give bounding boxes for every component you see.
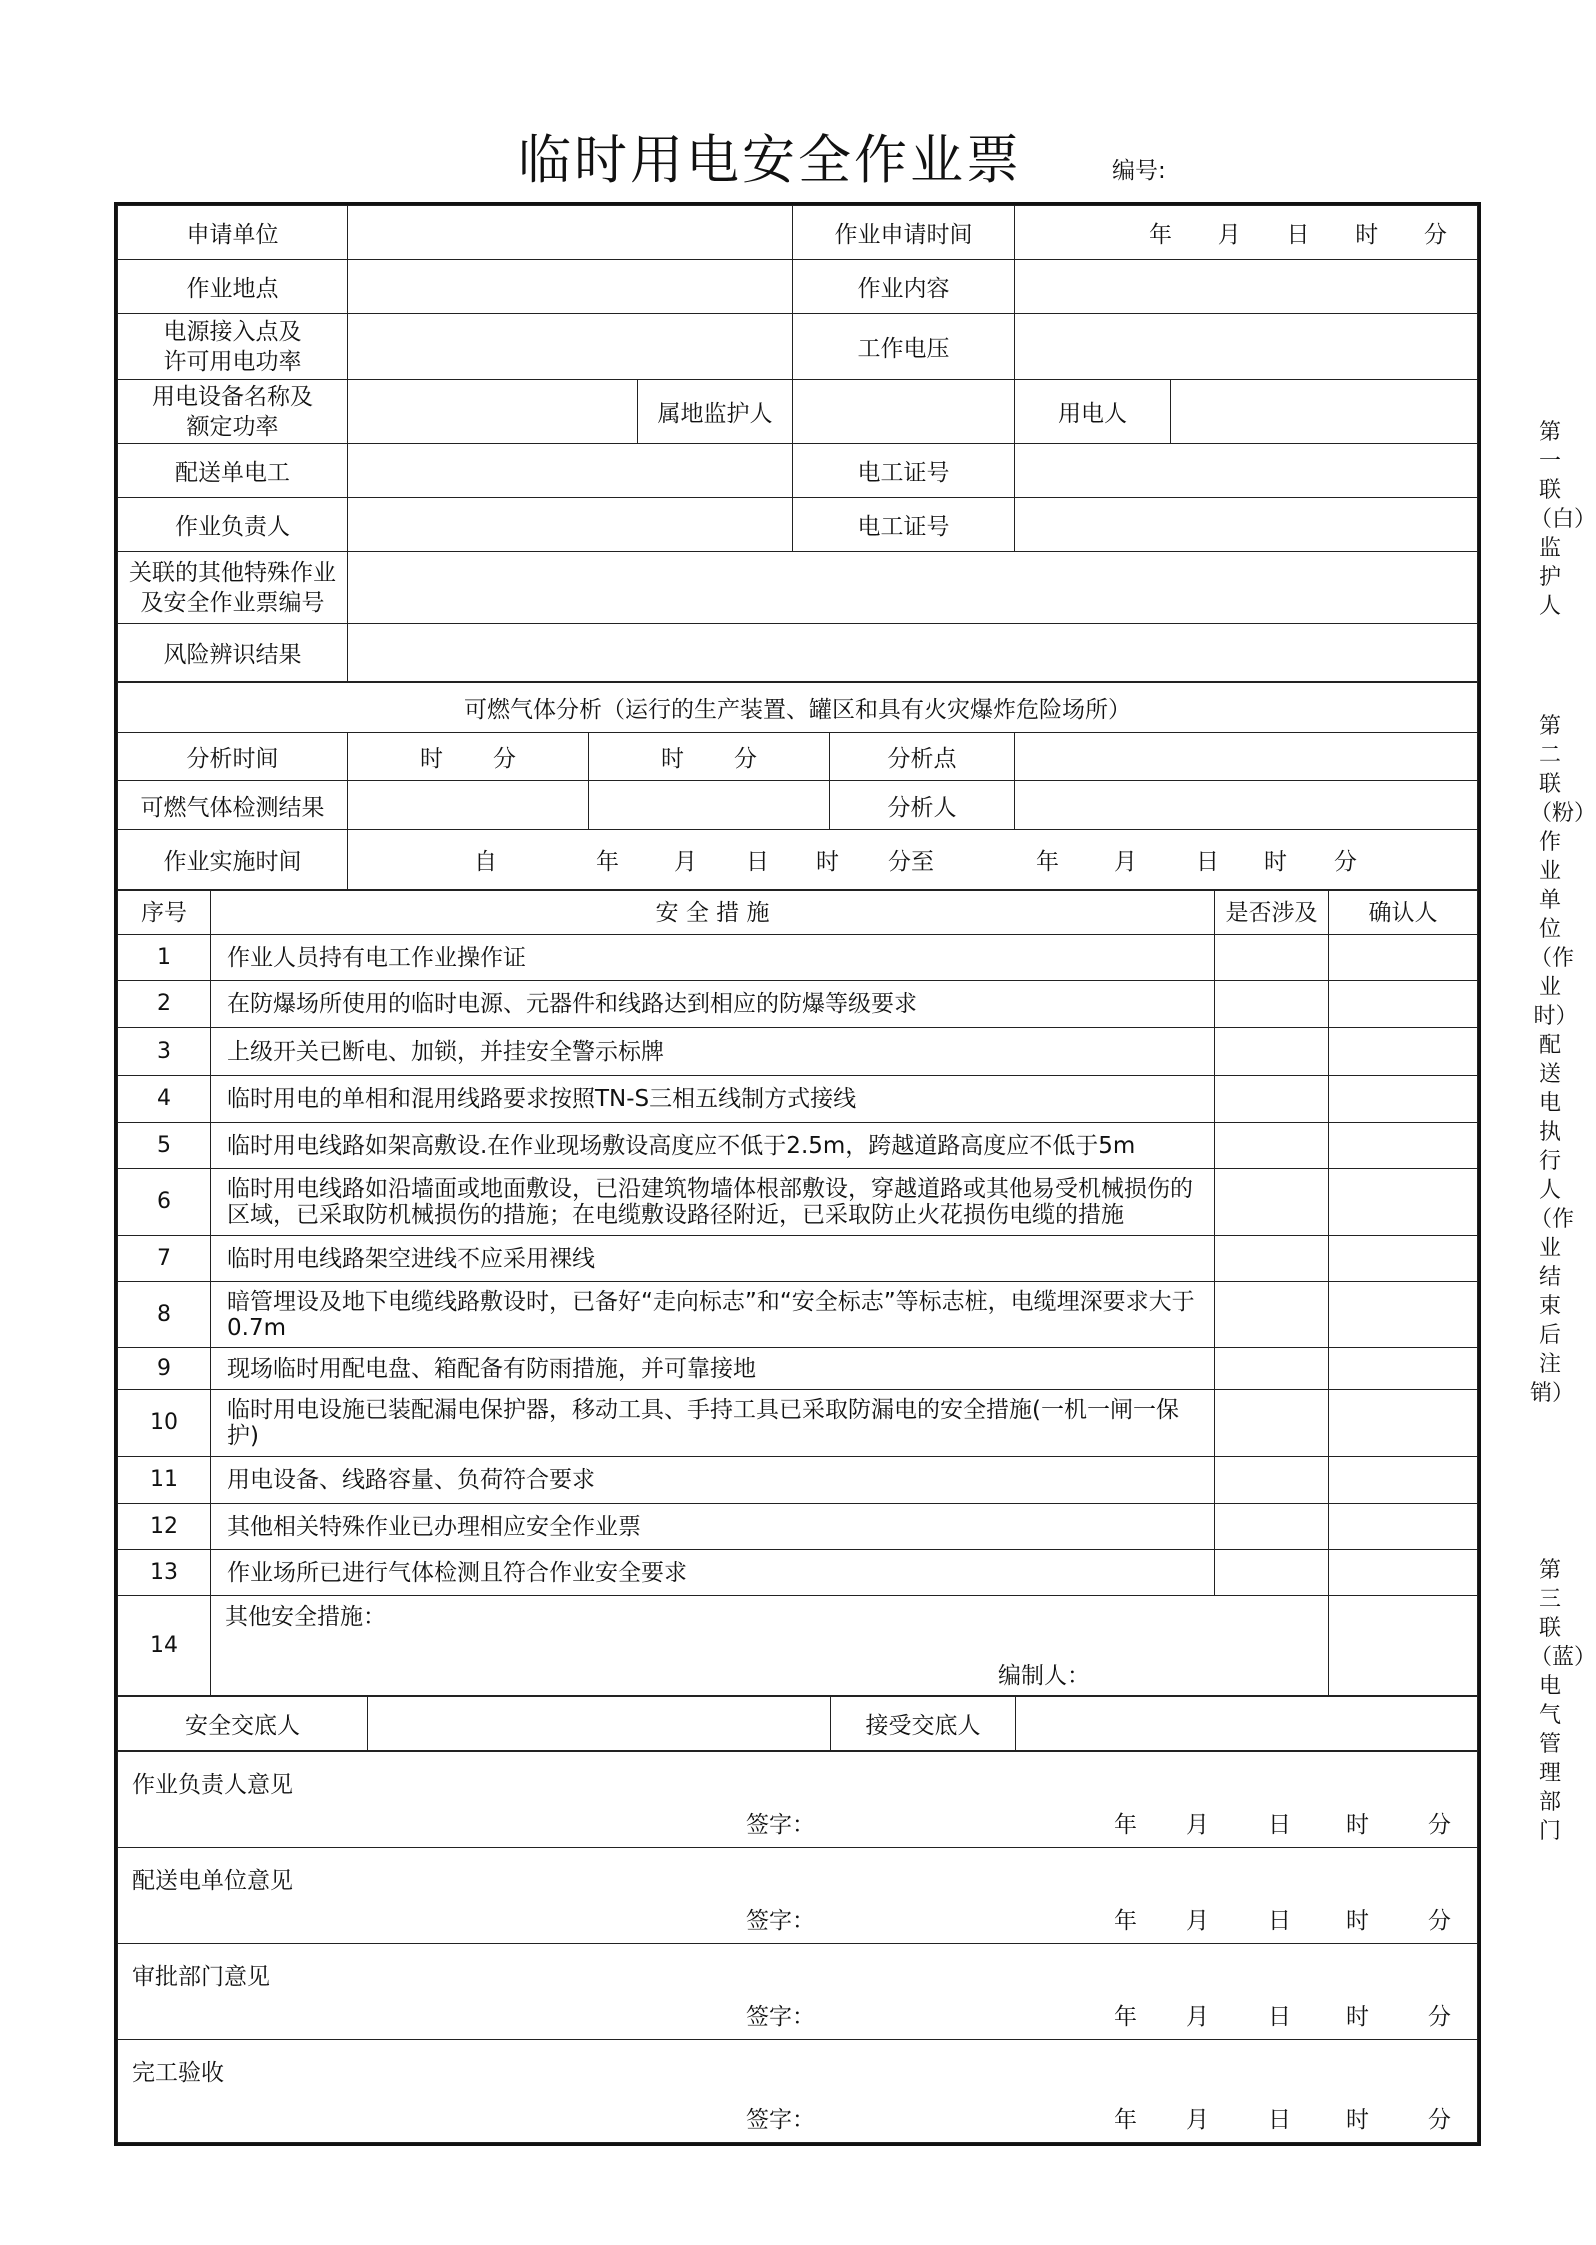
user-field[interactable] [1171,380,1478,444]
opinion-cell[interactable] [118,1944,1478,2040]
location-field[interactable] [348,260,793,314]
related-permit-label: 关联的其他特殊作业及安全作业票编号 [118,552,348,624]
period-month-1: 月 [674,849,697,875]
risk-field[interactable] [348,624,1478,682]
measure-row [118,1390,1478,1457]
opinion-label: 配送电单位意见 [132,1868,293,1894]
measure-confirm-field[interactable] [1329,981,1478,1028]
measure-no: 10 [118,1390,211,1457]
opinion-cell[interactable] [118,1848,1478,1944]
measure-text: 在防爆场所使用的临时电源、元器件和线路达到相应的防爆等级要求 [211,981,1215,1028]
hour-unit: 时 [661,746,684,772]
signature-label: 签字： [746,1908,815,1934]
content-label: 作业内容 [793,260,1015,314]
measure-text: 临时用电的单相和混用线路要求按照TN-S三相五线制方式接线 [211,1076,1215,1123]
measure-row [118,1123,1478,1169]
col-header-involved: 是否涉及 [1215,891,1329,935]
date-unit: 时 [1346,1908,1369,1934]
analyst-label: 分析人 [830,781,1015,830]
measure-no: 7 [118,1236,211,1282]
electrician-label: 配送单电工 [118,444,348,498]
col-header-no: 序号 [118,891,211,935]
date-unit: 分 [1428,2107,1451,2133]
col-header-confirm: 确认人 [1329,891,1478,935]
electrician-field[interactable] [348,444,793,498]
measure-row [118,1550,1478,1596]
measure-row [118,1282,1478,1348]
measure-confirm-field[interactable] [1329,1390,1478,1457]
measure-confirm-field[interactable] [1329,1076,1478,1123]
measure-row [118,1169,1478,1236]
measure-text: 暗管埋设及地下电缆线路敷设时，已备好“走向标志”和“安全标志”等标志桩，电缆埋深要求大于0.7m [211,1282,1215,1348]
measure-confirm-field[interactable] [1329,935,1478,981]
safety-measures-table [117,890,1478,1696]
signature-label: 签字： [746,2004,815,2030]
measure-confirm-field[interactable] [1329,1504,1478,1550]
copy-note-1: 第一联（白）监护人 [1530,420,1596,619]
measure-involved-field[interactable] [1215,1076,1329,1123]
opinion-row [118,1848,1478,1944]
date-unit: 分 [1428,2004,1451,2030]
permit-sheet [114,202,1481,2146]
equipment-label: 用电设备名称及额定功率 [118,380,348,444]
measure-text: 用电设备、线路容量、负荷符合要求 [211,1457,1215,1504]
guardian-label: 属地监护人 [638,380,793,444]
work-period-label: 作业实施时间 [118,830,348,890]
analyst-field[interactable] [1015,781,1478,830]
date-unit: 年 [1114,1812,1137,1838]
hour-unit: 时 [420,746,443,772]
opinion-table [117,1751,1478,2143]
measure-text: 上级开关已断电、加锁，并挂安全警示标牌 [211,1028,1215,1076]
measure-no: 9 [118,1348,211,1390]
measure-no: 14 [118,1596,211,1696]
analysis-time-2[interactable] [589,733,830,781]
leader-cert-label: 电工证号 [793,498,1015,552]
col-header-measure: 安 全 措 施 [211,891,1215,935]
date-unit: 日 [1268,2004,1291,2030]
apply-time-field[interactable] [1015,206,1478,260]
measure-no: 1 [118,935,211,981]
analysis-time-1[interactable] [348,733,589,781]
electrician-cert-field[interactable] [1015,444,1478,498]
measure-text: 临时用电线路如架高敷设.在作业现场敷设高度应不低于2.5m，跨越道路高度应不低于5m [211,1123,1215,1169]
minute-unit: 分 [734,746,757,772]
period-from: 自 [474,849,497,875]
measure-no: 13 [118,1550,211,1596]
copy-note-2: 第二联（粉）作业单位（作业时）配送电执行人（作业结束后注销） [1530,714,1596,1406]
measure-confirm-field[interactable] [1329,1348,1478,1390]
measure-text: 现场临时用配电盘、箱配备有防雨措施，并可靠接地 [211,1348,1215,1390]
apply-time-label: 作业申请时间 [793,206,1015,260]
leader-cert-field[interactable] [1015,498,1478,552]
analysis-time-label: 分析时间 [118,733,348,781]
copy-note-3: 第三联（蓝）电气管理部门 [1530,1558,1596,1844]
minute-unit: 分 [493,746,516,772]
apply-minute-unit: 分 [1424,222,1447,248]
handover-table [117,1696,1478,1751]
content-field[interactable] [1015,260,1478,314]
period-hour-2: 时 [1264,849,1287,875]
opinion-label: 作业负责人意见 [132,1772,293,1798]
measure-involved-field[interactable] [1215,935,1329,981]
other-measures-label: 其他安全措施： [225,1604,386,1630]
voltage-field[interactable] [1015,314,1478,380]
apply-month-unit: 月 [1217,222,1241,248]
measure-involved-field[interactable] [1215,1550,1329,1596]
handover-receiver-label: 接受交底人 [831,1697,1016,1751]
signature-label: 签字： [746,1812,815,1838]
date-unit: 年 [1114,2107,1137,2133]
analysis-point-field[interactable] [1015,733,1478,781]
date-unit: 分 [1428,1908,1451,1934]
power-point-label: 电源接入点及许可用电功率 [118,314,348,380]
measure-row [118,935,1478,981]
handover-giver-field[interactable] [368,1697,831,1751]
date-unit: 年 [1114,1908,1137,1934]
measure-confirm-field[interactable] [1329,1169,1478,1236]
handover-receiver-field[interactable] [1016,1697,1478,1751]
opinion-row [118,1752,1478,1848]
opinion-row [118,1944,1478,2040]
measure-no: 8 [118,1282,211,1348]
other-confirm-field[interactable] [1329,1596,1478,1696]
measure-involved-field[interactable] [1215,981,1329,1028]
apply-unit-label: 申请单位 [118,206,348,260]
date-unit: 日 [1268,2107,1291,2133]
period-year-2: 年 [1036,849,1059,875]
measure-no: 4 [118,1076,211,1123]
opinion-cell[interactable] [118,1752,1478,1848]
electrician-cert-label: 电工证号 [793,444,1015,498]
measure-row [118,1076,1478,1123]
measure-confirm-field[interactable] [1329,1123,1478,1169]
period-day-2: 日 [1196,849,1219,875]
measure-text: 临时用电设施已装配漏电保护器，移动工具、手持工具已采取防漏电的安全措施(一机一闸一保护) [211,1390,1215,1457]
measure-involved-field[interactable] [1215,1282,1329,1348]
measure-involved-field[interactable] [1215,1028,1329,1076]
form-title: 临时用电安全作业票 [518,130,1022,191]
measure-row [118,1236,1478,1282]
apply-year-unit: 年 [1149,222,1172,248]
measure-involved-field[interactable] [1215,1123,1329,1169]
risk-label: 风险辨识结果 [118,624,348,682]
measure-involved-field[interactable] [1215,1236,1329,1282]
date-unit: 月 [1186,2004,1209,2030]
date-unit: 日 [1268,1908,1291,1934]
user-label: 用电人 [1015,380,1171,444]
measure-no: 2 [118,981,211,1028]
measure-no: 11 [118,1457,211,1504]
period-day-1: 日 [746,849,769,875]
measure-text: 作业人员持有电工作业操作证 [211,935,1215,981]
gas-result-field-2[interactable] [589,781,830,830]
leader-label: 作业负责人 [118,498,348,552]
signature-label: 签字： [746,2107,815,2133]
handover-giver-label: 安全交底人 [118,1697,368,1751]
voltage-label: 工作电压 [793,314,1015,380]
gas-analysis-heading: 可燃气体分析（运行的生产装置、罐区和具有火灾爆炸危险场所） [118,683,1478,733]
other-measures-field[interactable] [211,1596,1329,1696]
gas-analysis-table [117,682,1478,890]
measure-confirm-field[interactable] [1329,1550,1478,1596]
measure-text: 其他相关特殊作业已办理相应安全作业票 [211,1504,1215,1550]
measure-confirm-field[interactable] [1329,1028,1478,1076]
measure-no: 3 [118,1028,211,1076]
measure-row [118,1504,1478,1550]
opinion-cell[interactable] [118,2040,1478,2143]
date-unit: 时 [1346,2107,1369,2133]
apply-unit-field[interactable] [348,206,793,260]
opinion-row [118,2040,1478,2143]
measure-confirm-field[interactable] [1329,1236,1478,1282]
measure-involved-field[interactable] [1215,1169,1329,1236]
work-period-field[interactable] [348,830,1478,890]
measure-text: 临时用电线路架空进线不应采用裸线 [211,1236,1215,1282]
guardian-field[interactable] [793,380,1015,444]
date-unit: 月 [1186,1908,1209,1934]
equipment-field[interactable] [348,380,638,444]
apply-hour-unit: 时 [1355,222,1379,248]
serial-number-label: 编号: [1112,158,1166,184]
period-hour-1: 时 [816,849,839,875]
measure-involved-field[interactable] [1215,1348,1329,1390]
leader-field[interactable] [348,498,793,552]
date-unit: 月 [1186,2107,1209,2133]
related-permit-field[interactable] [348,552,1478,624]
measure-no: 6 [118,1169,211,1236]
measure-involved-field[interactable] [1215,1504,1329,1550]
period-year-1: 年 [596,849,619,875]
date-unit: 时 [1346,2004,1369,2030]
measure-text: 作业场所已进行气体检测且符合作业安全要求 [211,1550,1215,1596]
period-month-2: 月 [1114,849,1137,875]
measure-row [118,1348,1478,1390]
measure-row [118,981,1478,1028]
measure-confirm-field[interactable] [1329,1282,1478,1348]
date-unit: 日 [1268,1812,1291,1838]
measure-text: 临时用电线路如沿墙面或地面敷设，已沿建筑物墙体根部敷设，穿越道路或其他易受机械损伤的区域，已采取防机械损伤的措施；在电缆敷设路径附近，已采取防止火花损伤电缆的措施 [211,1169,1215,1236]
measure-row [118,1457,1478,1504]
measure-confirm-field[interactable] [1329,1457,1478,1504]
measure-involved-field[interactable] [1215,1457,1329,1504]
opinion-label: 审批部门意见 [132,1964,270,1990]
gas-result-label: 可燃气体检测结果 [118,781,348,830]
header-table [117,205,1478,682]
period-minute-2: 分 [1334,849,1357,875]
location-label: 作业地点 [118,260,348,314]
measure-involved-field[interactable] [1215,1390,1329,1457]
date-unit: 月 [1186,1812,1209,1838]
period-to: 分至 [888,849,934,875]
gas-result-field-1[interactable] [348,781,589,830]
measure-row [118,1028,1478,1076]
apply-day-unit: 日 [1286,222,1310,248]
date-unit: 时 [1346,1812,1369,1838]
measure-no: 12 [118,1504,211,1550]
opinion-label: 完工验收 [132,2060,224,2086]
analysis-point-label: 分析点 [830,733,1015,781]
date-unit: 分 [1428,1812,1451,1838]
measure-no: 5 [118,1123,211,1169]
power-point-field[interactable] [348,314,793,380]
author-label: 编制人： [998,1663,1090,1689]
date-unit: 年 [1114,2004,1137,2030]
